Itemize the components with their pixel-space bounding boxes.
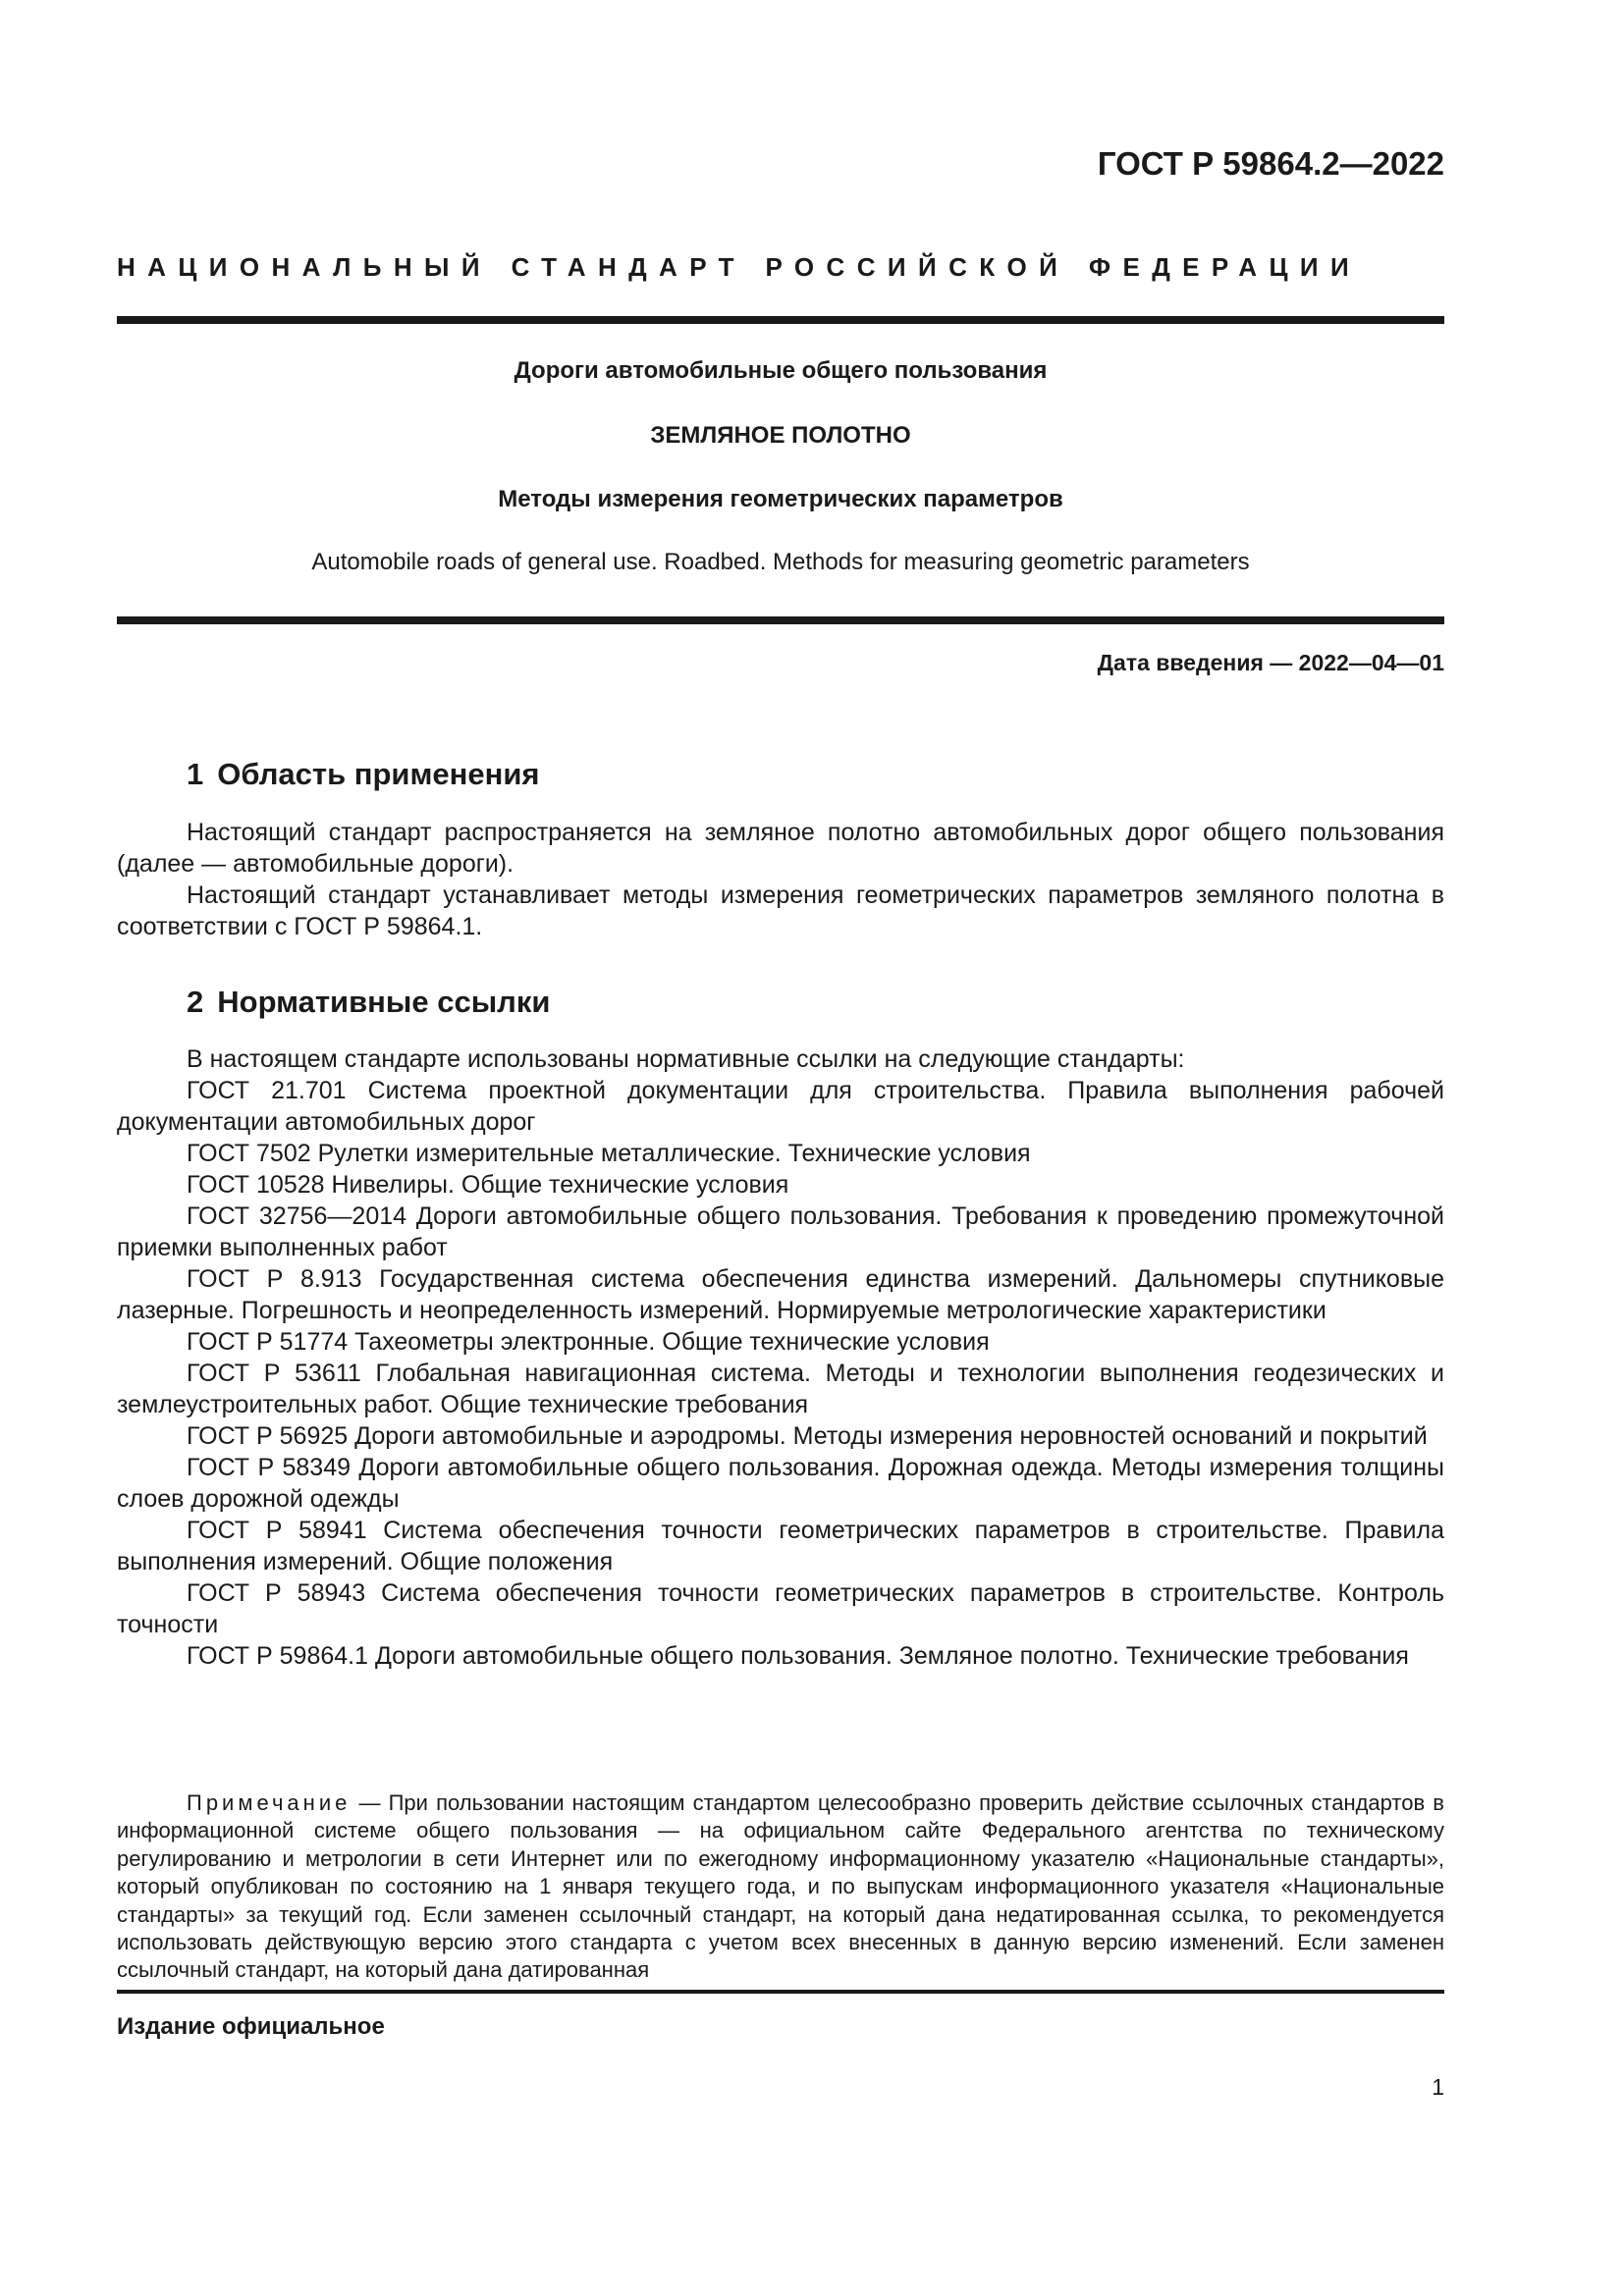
national-standard-banner: НАЦИОНАЛЬНЫЙ СТАНДАРТ РОССИЙСКОЙ ФЕДЕРАЦИИ <box>117 252 1362 282</box>
section-number: 1 <box>187 757 204 791</box>
reference-item: ГОСТ 10528 Нивелиры. Общие технические условия <box>187 1171 789 1199</box>
reference-item: ГОСТ Р 58943 Система обеспечения точности геометрических параметров в строительстве. Контроль точности <box>117 1579 1444 1638</box>
note-text: — При пользовании настоящим стандартом целесообразно проверить действие ссылочных стандартов в информационной системе общего пользования — на официальном сайте Федерального агентства по техническому регулированию и метрологии в сети Интернет или по ежегодному информационному указателю «Национальные стандарты», который опубликован по состоянию на 1 января текущего года, и по выпускам информационного указателя «Национальные стандарты» за текущий год. Если заменен ссылочный стандарт, на который дана недатированная ссылка, то рекомендуется использовать действующую версию этого стандарта с учетом всех внесенных в данную версию изменений. Если заменен ссылочный стандарт, на который дана датированная <box>117 1790 1444 1983</box>
reference-item: ГОСТ Р 58941 Система обеспечения точности геометрических параметров в строительстве. Правила выполнения измерений. Общие положения <box>117 1517 1444 1575</box>
edition-label: Издание официальное <box>117 2013 385 2040</box>
section-heading <box>187 985 550 1020</box>
section-body <box>117 1043 1444 1672</box>
section-title: Нормативные ссылки <box>217 985 551 1019</box>
paragraph: В настоящем стандарте использованы нормативные ссылки на следующие стандарты: <box>187 1045 1185 1073</box>
note-label: Примечание <box>187 1790 352 1815</box>
reference-item: ГОСТ Р 58349 Дороги автомобильные общего пользования. Дорожная одежда. Методы измерения толщины слоев дорожной одежды <box>117 1454 1444 1513</box>
document-number: ГОСТ Р 59864.2—2022 <box>1097 145 1444 182</box>
page-number: 1 <box>1432 2074 1444 2100</box>
section-number: 2 <box>187 985 204 1019</box>
divider <box>117 1990 1444 1994</box>
section-heading <box>187 757 540 792</box>
reference-item: ГОСТ 7502 Рулетки измерительные металлические. Технические условия <box>187 1140 1031 1167</box>
divider <box>117 316 1444 324</box>
document-subtitle: ЗЕМЛЯНОЕ ПОЛОТНО <box>650 422 911 449</box>
reference-item: ГОСТ Р 8.913 Государственная система обеспечения единства измерений. Дальномеры спутниковые лазерные. Погрешность и неопределенность измерений. Нормируемые метрологические характеристики <box>117 1265 1444 1324</box>
paragraph: Настоящий стандарт устанавливает методы измерения геометрических параметров земляного полотна в соответствии с ГОСТ Р 59864.1. <box>117 881 1444 940</box>
reference-item: ГОСТ 32756—2014 Дороги автомобильные общего пользования. Требования к проведению промежуточной приемки выполненных работ <box>117 1202 1444 1261</box>
introduction-date: Дата введения — 2022—04—01 <box>1097 650 1444 675</box>
reference-item: ГОСТ Р 59864.1 Дороги автомобильные общего пользования. Земляное полотно. Технические требования <box>187 1642 1409 1670</box>
section-body <box>117 817 1444 942</box>
reference-item: ГОСТ 21.701 Система проектной документации для строительства. Правила выполнения рабочей документации автомобильных дорог <box>117 1077 1444 1136</box>
reference-item: ГОСТ Р 51774 Тахеометры электронные. Общие технические условия <box>187 1328 990 1356</box>
divider <box>117 616 1444 624</box>
document-subtitle-methods: Методы измерения геометрических параметров <box>498 486 1063 512</box>
note <box>117 1789 1444 1985</box>
reference-item: ГОСТ Р 56925 Дороги автомобильные и аэродромы. Методы измерения неровностей оснований и покрытий <box>187 1422 1428 1450</box>
document-title: Дороги автомобильные общего пользования <box>514 357 1048 384</box>
reference-item: ГОСТ Р 53611 Глобальная навигационная система. Методы и технологии выполнения геодезических и землеустроительных работ. Общие технические требования <box>117 1360 1444 1418</box>
section-title: Область применения <box>217 757 540 791</box>
paragraph: Настоящий стандарт распространяется на земляное полотно автомобильных дорог общего пользования (далее — автомобильные дороги). <box>117 819 1444 878</box>
english-title: Automobile roads of general use. Roadbed. Methods for measuring geometric parameters <box>311 549 1250 575</box>
